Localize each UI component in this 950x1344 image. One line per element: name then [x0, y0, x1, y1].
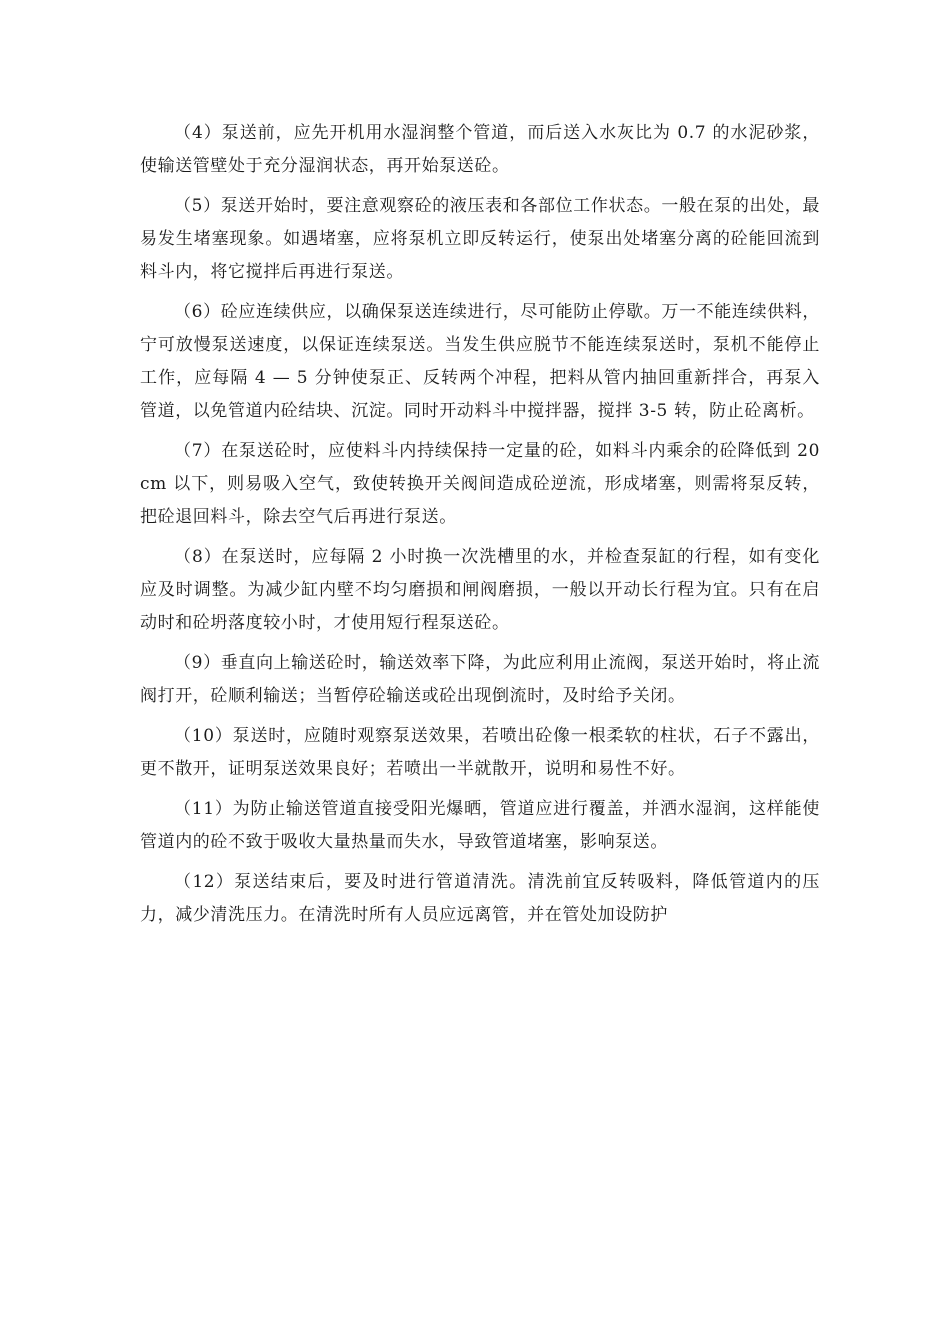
- paragraph-9: （9）垂直向上输送砼时，输送效率下降，为此应利用止流阀，泵送开始时，将止流阀打开，砼顺利输送；当暂停砼输送或砼出现倒流时，及时给予关闭。: [140, 653, 820, 706]
- paragraph-11: （11）为防止输送管道直接受阳光爆晒，管道应进行覆盖，并洒水湿润，这样能使管道内的砼不致于吸收大量热量而失水，导致管道堵塞，影响泵送。: [140, 799, 820, 852]
- paragraph-10: （10）泵送时，应随时观察泵送效果，若喷出砼像一根柔软的柱状，石子不露出，更不散开，证明泵送效果良好；若喷出一半就散开，说明和易性不好。: [140, 726, 820, 779]
- paragraph-7: （7）在泵送砼时，应使料斗内持续保持一定量的砼，如料斗内乘余的砼降低到 20cm 以下，则易吸入空气，致使转换开关阀间造成砼逆流，形成堵塞，则需将泵反转，把砼退回料斗，除去空气后再进行泵送。: [140, 441, 820, 527]
- paragraph-12: （12）泵送结束后，要及时进行管道清洗。清洗前宜反转吸料，降低管道内的压力，减少清洗压力。在清洗时所有人员应远离管，并在管处加设防护: [140, 872, 820, 925]
- paragraph-4: （4）泵送前，应先开机用水湿润整个管道，而后送入水灰比为 0.7 的水泥砂浆，使输送管壁处于充分湿润状态，再开始泵送砼。: [140, 123, 820, 176]
- paragraph-5: （5）泵送开始时，要注意观察砼的液压表和各部位工作状态。一般在泵的出处，最易发生堵塞现象。如遇堵塞，应将泵机立即反转运行，使泵出处堵塞分离的砼能回流到料斗内，将它搅拌后再进行泵送。: [140, 196, 820, 282]
- paragraph-6: （6）砼应连续供应，以确保泵送连续进行，尽可能防止停歇。万一不能连续供料，宁可放慢泵送速度，以保证连续泵送。当发生供应脱节不能连续泵送时，泵机不能停止工作，应每隔 4 — 5 分钟使泵正、反转两个冲程，把料从管内抽回重新拌合，再泵入管道，以免管道内砼结块、沉淀。同时开动料斗中搅拌器，搅拌 3-5 转，防止砼离析。: [140, 302, 820, 421]
- document-body: [140, 117, 820, 939]
- paragraph-8: （8）在泵送时，应每隔 2 小时换一次洗槽里的水，并检查泵缸的行程，如有变化应及时调整。为减少缸内壁不均匀磨损和闸阀磨损，一般以开动长行程为宜。只有在启动时和砼坍落度较小时，才使用短行程泵送砼。: [140, 547, 820, 633]
